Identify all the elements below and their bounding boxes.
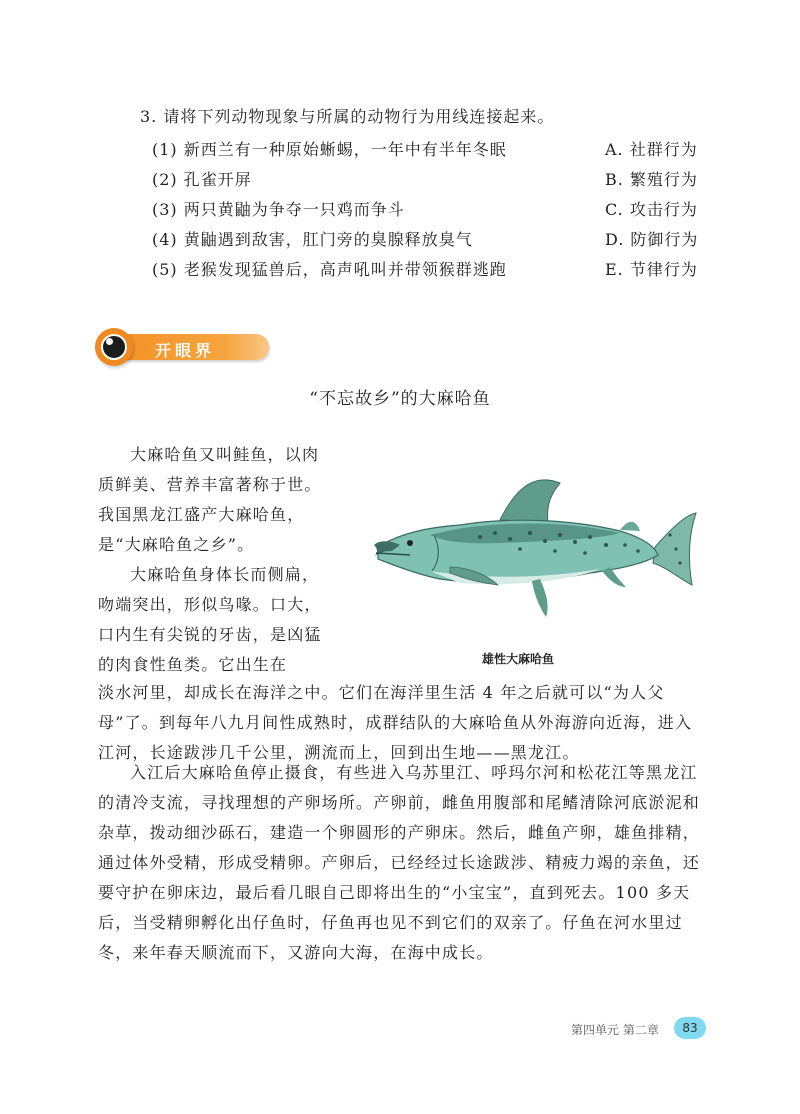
paragraph-4: 入江后大麻哈鱼停止摄食，有些进入乌苏里江、呼玛尔河和松花江等黑龙江的清冷支流，寻找理想的产卵场所。产卵前，雌鱼用腹部和尾鳍清除河底淤泥和杂草，拨动细沙砾石，建造一个卵圆形的产卵床。然后，雌鱼产卵，雄鱼排精，通过体外受精，形成受精卵。产卵后，已经经过长途跋涉、精疲力竭的亲鱼，还要守护在卵床边，最后看几眼自己即将出生的“小宝宝”，直到死去。100 多天后，当受精卵孵化出仔鱼时，仔鱼再也见不到它们的双亲了。仔鱼在河水里过冬，来年春天顺流而下，又游向大海，在海中成长。 xyxy=(98,763,701,962)
fish-eye xyxy=(407,540,413,546)
dorsal-fin xyxy=(500,480,560,523)
question-item-1: (1) 新西兰有一种原始蜥蜴，一年中有半年冬眠 xyxy=(152,140,507,159)
question-item-3: (3) 两只黄鼬为争夺一只鸡而争斗 xyxy=(152,200,405,219)
question-title: 3. 请将下列动物现象与所属的动物行为用线连接起来。 xyxy=(140,107,555,126)
paragraph-2: 大麻哈鱼身体长而侧扁，吻端突出，形似鸟喙。口大，口内生有尖锐的牙齿，是凶猛的肉食性鱼类。它出生在 xyxy=(98,565,322,674)
question-item-2: (2) 孔雀开屏 xyxy=(152,170,252,189)
adipose-fin xyxy=(620,522,640,531)
question-item-5: (5) 老猴发现猛兽后，高声吼叫并带领猴群逃跑 xyxy=(152,260,507,279)
section-label: 开眼界 xyxy=(155,341,216,360)
paragraph-1: 大麻哈鱼又叫鲑鱼，以肉质鲜美、营养丰富著称于世。我国黑龙江盛产大麻哈鱼，是“大麻哈鱼之乡”。 xyxy=(98,445,322,554)
salmon-illustration xyxy=(370,475,700,630)
eye-icon xyxy=(95,328,133,366)
article-title: “不忘故乡”的大麻哈鱼 xyxy=(309,389,491,409)
option-c: C. 攻击行为 xyxy=(605,200,698,219)
option-b: B. 繁殖行为 xyxy=(605,170,698,189)
option-e: E. 节律行为 xyxy=(605,260,698,279)
page-number: 83 xyxy=(674,1017,706,1039)
footer-chapter: 第四单元 第二章 xyxy=(571,1023,659,1037)
anal-fin xyxy=(602,567,626,587)
option-a: A. 社群行为 xyxy=(605,140,698,159)
question-item-4: (4) 黄鼬遇到敌害，肛门旁的臭腺释放臭气 xyxy=(152,230,473,249)
figure-caption: 雄性大麻哈鱼 xyxy=(482,652,555,666)
option-d: D. 防御行为 xyxy=(605,230,699,249)
paragraph-3: 淡水河里，却成长在海洋之中。它们在海洋里生活 4 年之后就可以“为人父母”了。到每年八九月间性成熟时，成群结队的大麻哈鱼从外海游向近海，进入江河，长途跋涉几千公里，溯流而上，回到出生地——黑龙江。 xyxy=(98,683,693,762)
pelvic-fin xyxy=(532,579,548,617)
section-badge xyxy=(95,328,275,368)
